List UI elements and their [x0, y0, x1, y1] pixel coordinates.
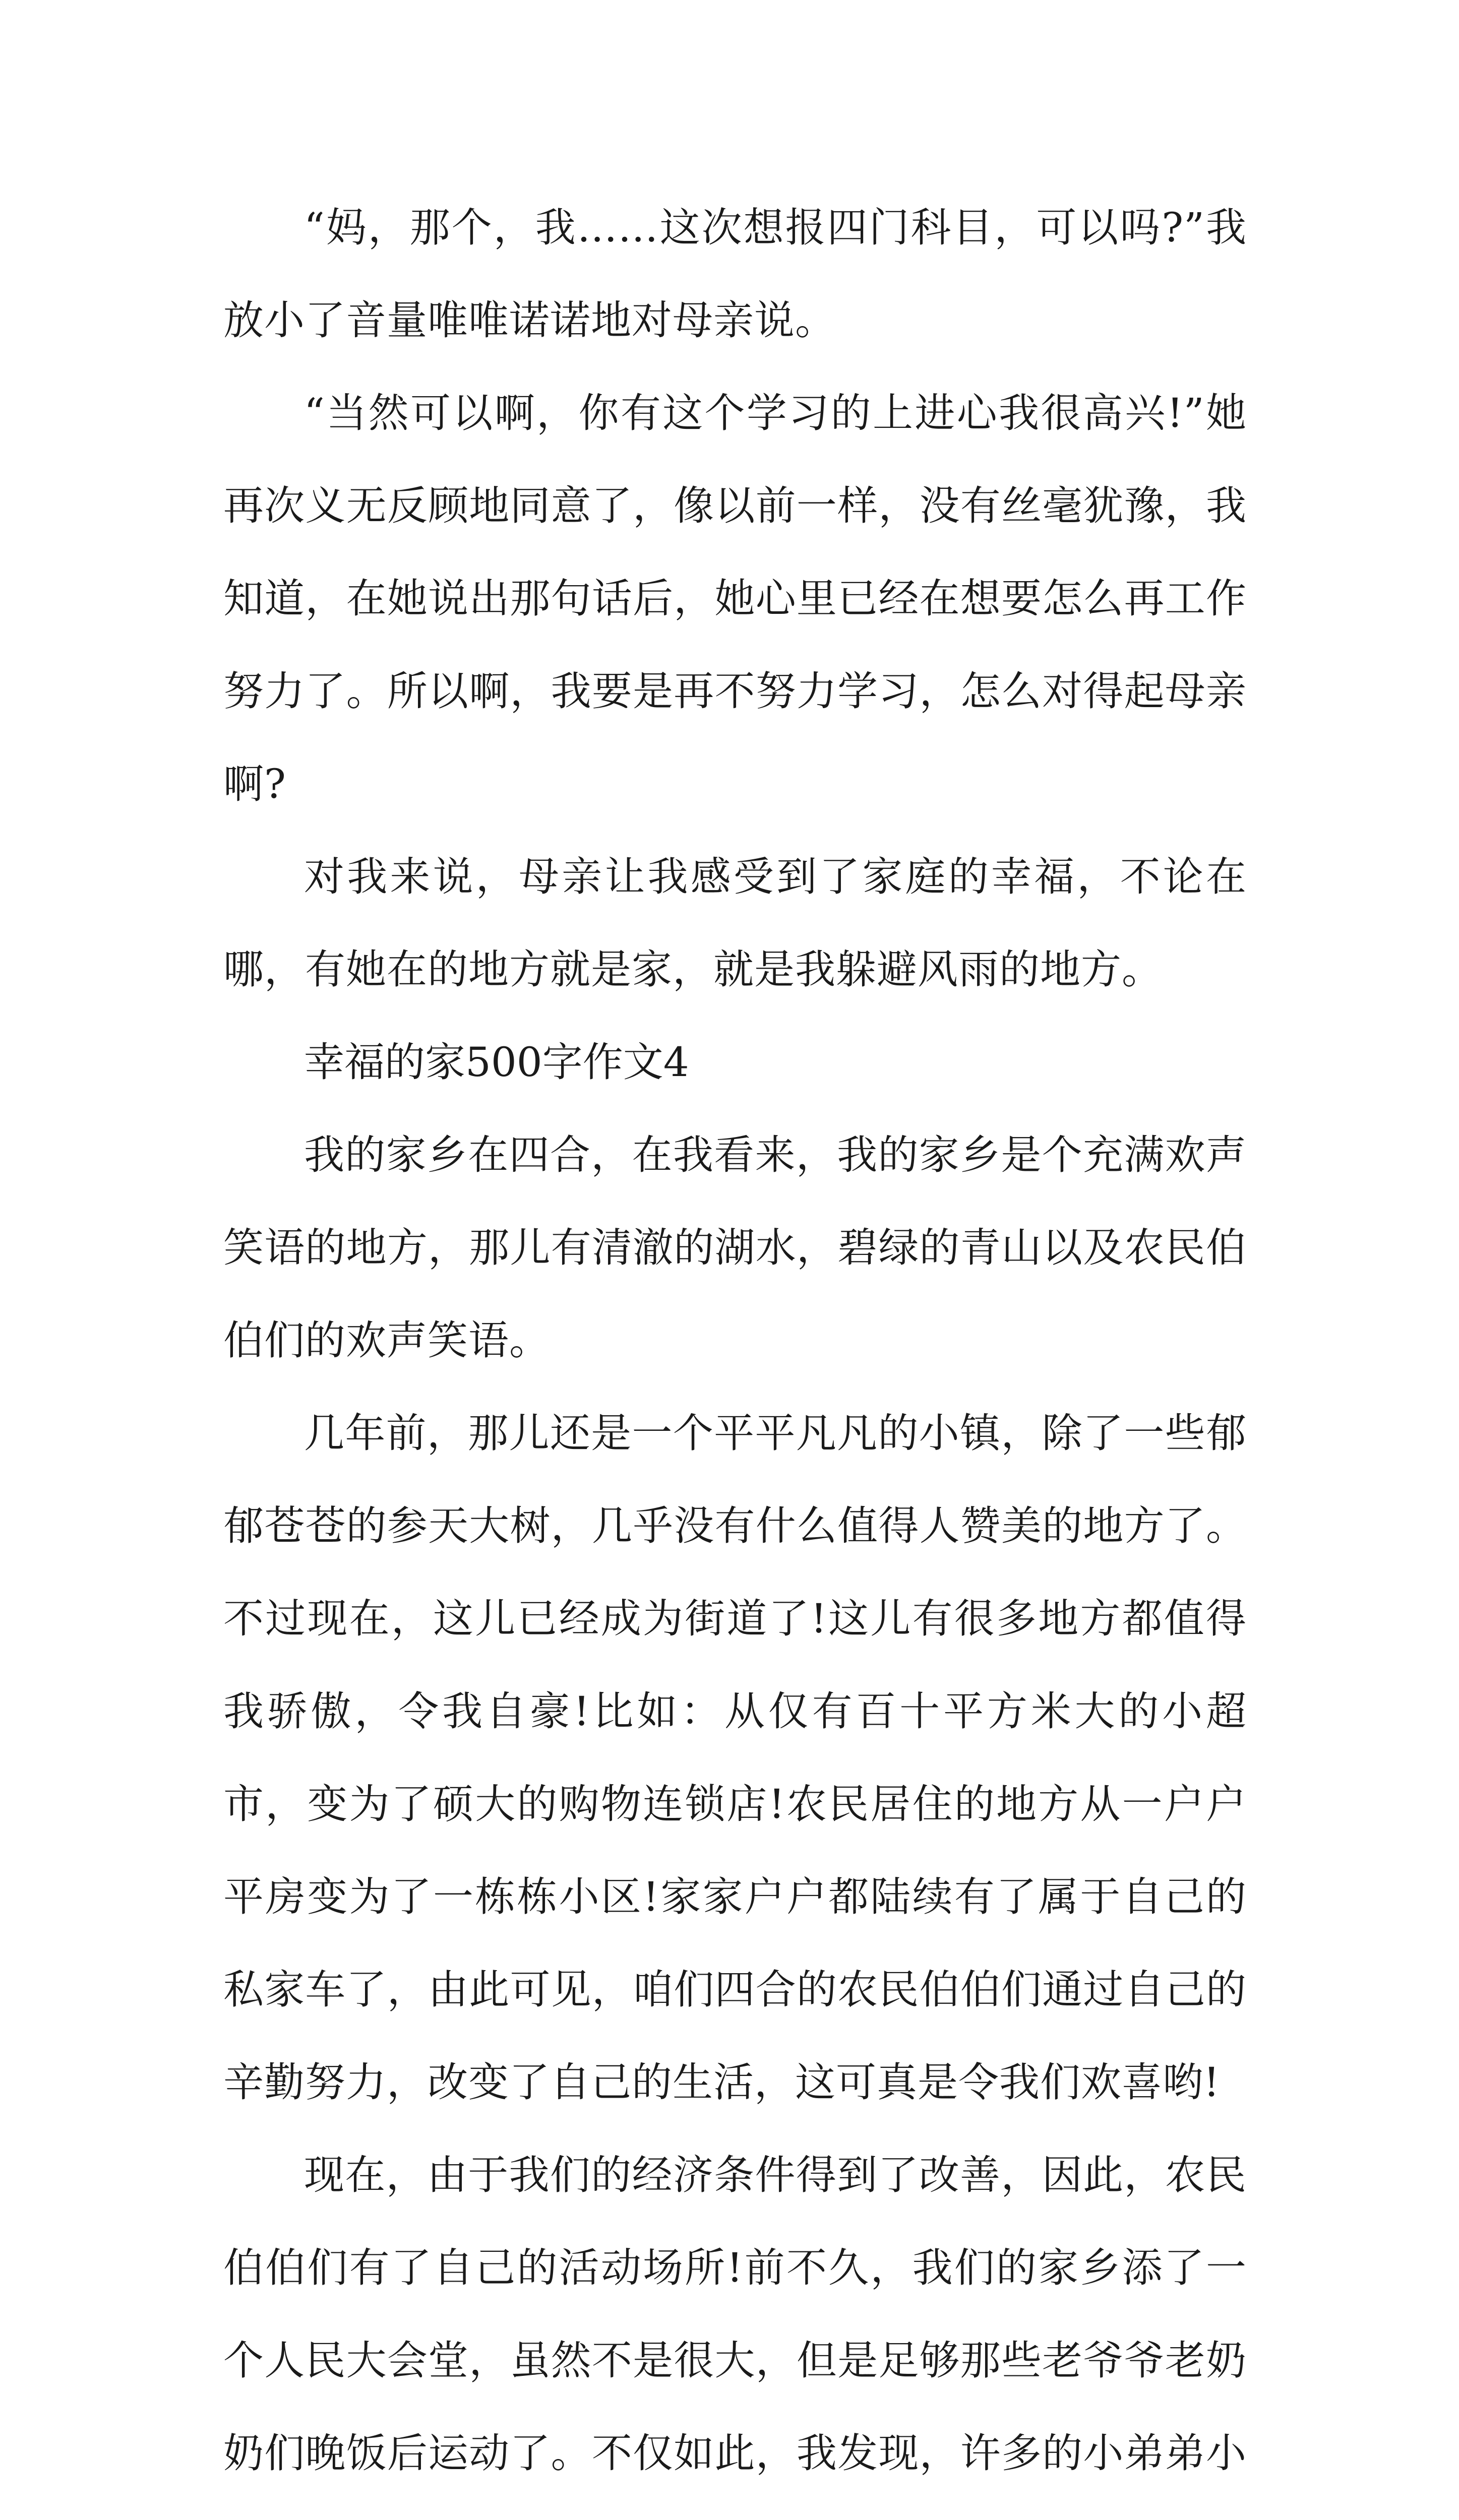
paragraph-2: “当然可以啊，你有这个学习的上进心我很高兴!”她再次义无反顾地同意了，像以前一样，没有丝毫犹豫，我知道，在她说出那句话后，她心里已经在想要怎么再工作努力了。所以啊，我要是再不努力学习，怎么对得起母亲啊? — [223, 390, 1247, 807]
paragraph-4: 我的家乡在四合，在我看来，我的家乡是个充满欢声笑语的地方，那儿有清澈的湖水，碧绿的青山以及农民伯伯们的欢声笑语。 — [223, 1131, 1247, 1364]
document-body — [223, 181, 1247, 2520]
paragraph-6: 现在，由于我们的经济条件得到了改善，因此，农民伯伯们有了自己的活动场所!前不久，我们的家乡添了一个人民大会堂，虽然不是很大，但是足够那些老爷爷老奶奶们晚饭后运动了。不仅如此，我发现，许多的小弟弟小 — [223, 2152, 1247, 2477]
paragraph-3: 对我来说，母亲让我感受到了家庭的幸福，不论在哪，有她在的地方就是家，就是我躲避风雨的地方。 — [223, 853, 1247, 993]
section-heading: 幸福的家500字作文4 — [304, 1039, 689, 1086]
paragraph-5: 几年前，那儿还是一个平平凡凡的小镇，除了一些郁郁苍苍的参天大树，几乎没有什么值得人赞美的地方了。不过现在，这儿已经成为街道了!这儿有很多地方都值得我骄傲，令我自豪!比如：从仅有百十平方米大的小超市，变为了硕大的购物连锁店!农民居住的地方从一户户平房变为了一栋栋小区!家家户户都陆续有了属于自己的私家车了，由此可见，咱们四合的农民伯伯们通过自己的辛勤努力，改变了自己的生活，这可真是令我们欢喜哟! — [223, 1410, 1247, 2106]
paragraph-1: “妈，那个，我……这次想报四门科目，可以吗?”我放小了音量唯唯诺诺地对母亲说。 — [223, 204, 1247, 344]
